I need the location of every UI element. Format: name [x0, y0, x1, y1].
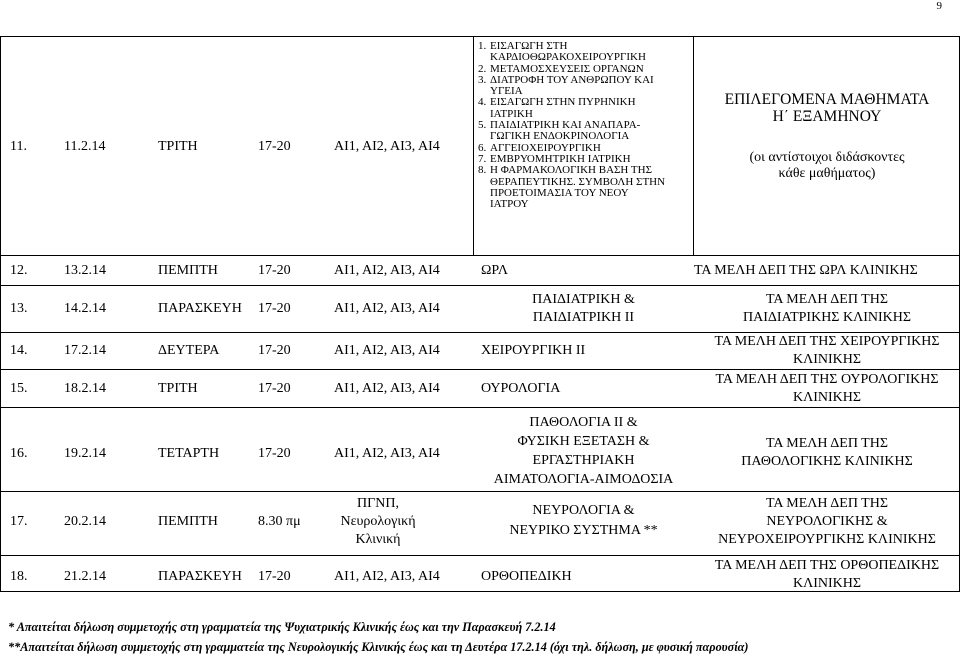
- row-day: ΠΕΜΠΤΗ: [158, 514, 218, 529]
- row-divider: [0, 555, 960, 556]
- table-border-left: [0, 36, 1, 592]
- row-number: 12.: [10, 263, 28, 278]
- elective-subject-list: [478, 41, 692, 210]
- table-border-top: [0, 36, 960, 37]
- elective-subject-text: Η ΦΑΡΜΑΚΟΛΟΓΙΚΗ ΒΑΣΗ ΤΗΣ: [490, 164, 652, 177]
- elective-note: [694, 150, 960, 182]
- elective-subject-number: [478, 177, 490, 188]
- row-rooms: ΑΙ1, ΑΙ2, ΑΙ3, ΑΙ4: [334, 446, 440, 461]
- row-time: 8.30 πμ: [258, 514, 301, 529]
- row-date: 20.2.14: [64, 514, 106, 529]
- footnote: * Απαιτείται δήλωση συμμετοχής στη γραμματεία της Ψυχιατρικής Κλινικής έως και την Παρασκευή 7.2.14: [8, 620, 556, 634]
- row-divider: [0, 407, 960, 408]
- elective-subject-number: [478, 52, 490, 63]
- row-subject: ΟΡΘΟΠΕΔΙΚΗ: [481, 569, 572, 584]
- row-date: 14.2.14: [64, 301, 106, 316]
- row-subject: [474, 413, 693, 489]
- row-time: 17-20: [258, 263, 291, 278]
- row-divider: [0, 369, 960, 370]
- row-time: 17-20: [258, 446, 291, 461]
- elective-subject-number: 8.: [478, 164, 487, 177]
- row-staff-line: ΤΑ ΜΕΛΗ ΔΕΠ ΤΗΣ ΟΡΘΟΠΕΔΙΚΗΣ: [714, 558, 940, 573]
- row-place-line: Κλινική: [355, 532, 401, 547]
- row-staff-line: ΠΑΙΔΙΑΤΡΙΚΗΣ ΚΛΙΝΙΚΗΣ: [742, 310, 912, 325]
- row-number: 14.: [10, 343, 28, 358]
- elective-subject-line: [478, 52, 692, 63]
- row-day: ΤΡΙΤΗ: [158, 381, 198, 396]
- elective-subject-number: [478, 131, 490, 142]
- row-number: 11.: [10, 139, 27, 154]
- row-date: 19.2.14: [64, 446, 106, 461]
- row-subject-line: ΝΕΥΡΟΛΟΓΙΑ &: [532, 503, 635, 518]
- row-staff-line: ΤΑ ΜΕΛΗ ΔΕΠ ΤΗΣ ΧΕΙΡΟΥΡΓΙΚΗΣ: [714, 334, 940, 349]
- row-staff-line: ΚΛΙΝΙΚΗΣ: [792, 576, 862, 591]
- row-number: 18.: [10, 569, 28, 584]
- row-staff-line: ΝΕΥΡΟΛΟΓΙΚΗΣ &: [766, 514, 888, 529]
- elective-subject-text: ΕΙΣΑΓΩΓΗ ΣΤΗ: [490, 40, 568, 52]
- row-staff-line: ΤΑ ΜΕΛΗ ΔΕΠ ΤΗΣ ΟΥΡΟΛΟΓΙΚΗΣ: [715, 372, 939, 387]
- row-rooms: ΑΙ1, ΑΙ2, ΑΙ3, ΑΙ4: [334, 139, 440, 154]
- column-divider: [693, 36, 694, 255]
- elective-subject-text: ΙΑΤΡΟΥ: [490, 198, 529, 211]
- row-rooms: ΑΙ1, ΑΙ2, ΑΙ3, ΑΙ4: [334, 569, 440, 584]
- row-number: 15.: [10, 381, 28, 396]
- row-staff: [694, 435, 960, 471]
- elective-title-line: ΕΠΙΛΕΓΟΜΕΝΑ ΜΑΘΗΜΑΤΑ: [724, 91, 930, 108]
- row-divider: [0, 285, 960, 286]
- elective-title-line: Η΄ ΕΞΑΜΗΝΟΥ: [772, 108, 882, 125]
- row-date: 18.2.14: [64, 381, 106, 396]
- row-staff-line: ΚΛΙΝΙΚΗΣ: [792, 352, 862, 367]
- row-rooms: ΑΙ1, ΑΙ2, ΑΙ3, ΑΙ4: [334, 381, 440, 396]
- elective-note-line: κάθε μαθήματος): [778, 166, 876, 181]
- row-place: [323, 495, 433, 549]
- elective-subject-line: [478, 165, 692, 176]
- row-day: ΤΡΙΤΗ: [158, 139, 198, 154]
- row-time: 17-20: [258, 569, 291, 584]
- elective-subject-text: ΕΜΒΡΥΟΜΗΤΡΙΚΗ ΙΑΤΡΙΚΗ: [490, 152, 631, 165]
- row-rooms: ΑΙ1, ΑΙ2, ΑΙ3, ΑΙ4: [334, 301, 440, 316]
- row-subject-line: ΠΑΘΟΛΟΓΙΑ ΙΙ &: [529, 415, 638, 430]
- row-time: 17-20: [258, 343, 291, 358]
- elective-subject-number: [478, 199, 490, 210]
- row-time: 17-20: [258, 381, 291, 396]
- elective-subject-text: ΠΡΟΕΤΟΙΜΑΣΙΑ ΤΟΥ ΝΕΟΥ: [490, 186, 629, 199]
- elective-subject-number: 7.: [478, 152, 487, 165]
- elective-subject-text: ΜΕΤΑΜΟΣΧΕΥΣΕΙΣ ΟΡΓΑΝΩΝ: [490, 62, 644, 75]
- elective-subject-text: ΔΙΑΤΡΟΦΗ ΤΟΥ ΑΝΘΡΩΠΟΥ ΚΑΙ: [490, 73, 654, 86]
- elective-subject-number: 1.: [478, 40, 487, 52]
- row-date: 17.2.14: [64, 343, 106, 358]
- row-number: 13.: [10, 301, 28, 316]
- row-subject-line: ΑΙΜΑΤΟΛΟΓΙΑ-ΑΙΜΟΔΟΣΙΑ: [493, 472, 674, 487]
- row-staff-line: ΝΕΥΡΟΧΕΙΡΟΥΡΓΙΚΗΣ ΚΛΙΝΙΚΗΣ: [718, 532, 936, 547]
- row-staff: [694, 333, 960, 369]
- row-subject: ΩΡΛ: [481, 263, 509, 278]
- elective-note-line: (οι αντίστοιχοι διδάσκοντες: [749, 150, 905, 165]
- row-date: 11.2.14: [64, 139, 106, 154]
- row-staff: [694, 557, 960, 593]
- elective-subject-text: ΑΓΓΕΙΟΧΕΙΡΟΥΡΓΙΚΗ: [490, 141, 601, 154]
- row-place-line: Νευρολογική: [340, 514, 416, 529]
- row-day: ΠΑΡΑΣΚΕΥΗ: [158, 569, 242, 584]
- elective-subject-text: ΙΑΤΡΙΚΗ: [490, 107, 533, 120]
- row-staff: [694, 495, 960, 549]
- elective-subject-text: ΕΙΣΑΓΩΓΗ ΣΤΗΝ ΠΥΡΗΝΙΚΗ: [490, 96, 636, 109]
- row-rooms: ΑΙ1, ΑΙ2, ΑΙ3, ΑΙ4: [334, 263, 440, 278]
- page-number: 9: [936, 0, 942, 12]
- elective-subject-number: 6.: [478, 141, 487, 154]
- row-subject: ΧΕΙΡΟΥΡΓΙΚΗ ΙΙ: [481, 343, 586, 358]
- row-number: 17.: [10, 514, 28, 529]
- row-day: ΠΕΜΠΤΗ: [158, 263, 218, 278]
- row-staff-line: ΠΑΘΟΛΟΓΙΚΗΣ ΚΛΙΝΙΚΗΣ: [741, 454, 913, 469]
- row-number: 16.: [10, 446, 28, 461]
- row-subject-line: ΠΑΙΔΙΑΤΡΙΚΗ ΙΙ: [532, 310, 635, 325]
- row-date: 13.2.14: [64, 263, 106, 278]
- row-place-line: ΠΓΝΠ,: [357, 496, 399, 511]
- row-staff-line: ΚΛΙΝΙΚΗΣ: [792, 390, 862, 405]
- row-subject: ΟΥΡΟΛΟΓΙΑ: [481, 381, 561, 396]
- elective-subject-text: ΓΩΓΙΚΗ ΕΝΔΟΚΡΙΝΟΛΟΓΙΑ: [490, 130, 630, 143]
- row-time: 17-20: [258, 139, 291, 154]
- row-staff-line: ΤΑ ΜΕΛΗ ΔΕΠ ΤΗΣ: [766, 496, 888, 511]
- row-subject: [474, 291, 693, 327]
- row-divider: [0, 491, 960, 492]
- row-divider: [0, 255, 960, 256]
- row-staff: [694, 371, 960, 407]
- elective-title: [694, 91, 960, 125]
- row-rooms: ΑΙ1, ΑΙ2, ΑΙ3, ΑΙ4: [334, 343, 440, 358]
- elective-subject-number: 5.: [478, 119, 487, 132]
- schedule-table: [0, 36, 960, 592]
- row-staff: ΤΑ ΜΕΛΗ ΔΕΠ ΤΗΣ ΩΡΛ ΚΛΙΝΙΚΗΣ: [694, 263, 918, 278]
- row-subject: [474, 501, 693, 541]
- elective-subject-line: [478, 199, 692, 210]
- row-day: ΔΕΥΤΕΡΑ: [158, 343, 220, 358]
- column-divider: [473, 36, 474, 255]
- row-day: ΠΑΡΑΣΚΕΥΗ: [158, 301, 242, 316]
- footnote: **Απαιτείται δήλωση συμμετοχής στη γραμματεία της Νευρολογικής Κλινικής έως και τη Δευτέρα 17.2.14 (όχι τηλ. δήλωση, με φυσική παρουσία): [8, 640, 749, 654]
- elective-subject-text: ΘΕΡΑΠΕΥΤΙΚΗΣ. ΣΥΜΒΟΛΗ ΣΤΗΝ: [490, 175, 666, 188]
- row-subject-line: ΦΥΣΙΚΗ ΕΞΕΤΑΣΗ &: [517, 434, 650, 449]
- elective-subject-text: ΠΑΙΔΙΑΤΡΙΚΗ ΚΑΙ ΑΝΑΠΑΡΑ-: [490, 119, 641, 132]
- row-time: 17-20: [258, 301, 291, 316]
- row-day: ΤΕΤΑΡΤΗ: [158, 446, 220, 461]
- row-subject-line: ΕΡΓΑΣΤΗΡΙΑΚΗ: [532, 453, 635, 468]
- row-staff: [694, 291, 960, 327]
- elective-subject-number: 2.: [478, 62, 487, 75]
- elective-subject-number: 4.: [478, 96, 487, 109]
- row-date: 21.2.14: [64, 569, 106, 584]
- row-staff-line: ΤΑ ΜΕΛΗ ΔΕΠ ΤΗΣ: [766, 436, 888, 451]
- row-subject-line: ΠΑΙΔΙΑΤΡΙΚΗ &: [532, 292, 635, 307]
- elective-subject-line: [478, 131, 692, 142]
- elective-subject-text: ΥΓΕΙΑ: [490, 85, 523, 98]
- elective-subject-number: 3.: [478, 73, 487, 86]
- elective-subject-text: ΚΑΡΔΙΟΘΩΡΑΚΟΧΕΙΡΟΥΡΓΙΚΗ: [490, 51, 646, 64]
- elective-subject-number: [478, 188, 490, 199]
- row-subject-line: ΝΕΥΡΙΚΟ ΣΥΣΤΗΜΑ **: [509, 523, 658, 538]
- row-staff-line: ΤΑ ΜΕΛΗ ΔΕΠ ΤΗΣ: [766, 292, 888, 307]
